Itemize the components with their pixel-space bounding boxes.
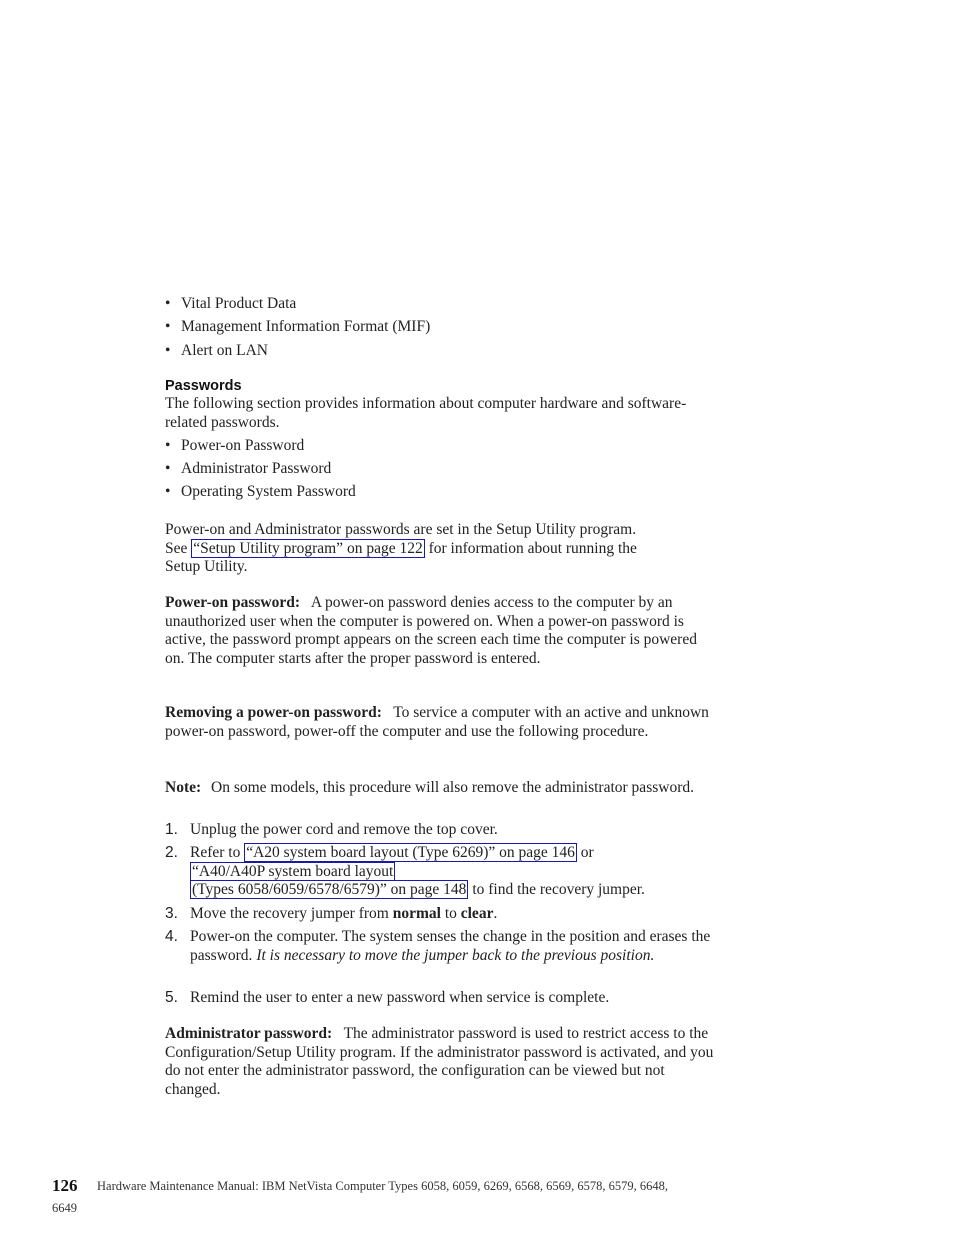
step-number: 3. [165, 905, 178, 922]
power-on-label: Power-on password: [165, 594, 301, 611]
step-1: Unplug the power cord and remove the top cover. [190, 821, 498, 838]
footer-title: Hardware Maintenance Manual: IBM NetVista Computer Types 6058, 6059, 6269, 6568, 6569, 6578, 6579, 6648, [97, 1179, 668, 1193]
step-2: Refer to “A20 system board layout (Type 6269)” on page 146 or “A40/A40P system board layout (Types 6058/6059/6578/6579)” on page 148 to find the recovery jumper. [190, 844, 645, 899]
note-label: Note: [165, 779, 202, 796]
setup-utility-link[interactable]: “Setup Utility program” on page 122 [193, 539, 423, 557]
removing-password-paragraph [165, 704, 715, 741]
administrator-password-paragraph [165, 1025, 715, 1099]
list-item: • Power-on Password [165, 437, 305, 454]
section-heading-passwords: Passwords [165, 378, 242, 394]
list-item: • Operating System Password [165, 483, 356, 500]
step-number: 1. [165, 821, 178, 838]
list-item: • Alert on LAN [165, 342, 268, 359]
list-item: • Management Information Format (MIF) [165, 318, 431, 335]
a20-board-layout-link[interactable]: “A20 system board layout (Type 6269)” on page 146 [246, 844, 575, 861]
power-on-password-paragraph [165, 594, 720, 668]
list-item: • Vital Product Data [165, 295, 297, 312]
step-number: 4. [165, 928, 178, 945]
list-item: • Administrator Password [165, 460, 332, 477]
step-4: Power-on the computer. The system senses the change in the position and erases the password. It is necessary to move the jumper back to the previous position. [190, 928, 711, 964]
step-5: Remind the user to enter a new password when service is complete. [190, 989, 610, 1006]
administrator-text: The administrator password is used to restrict access to the Configuration/Setup Utility program. If the administrator password is activated, and you do not enter the administrator password, the configuration can be viewed but not changed. [165, 1025, 714, 1098]
removing-text: To service a computer with an active and unknown power-on password, power-off the computer and use the following procedure. [165, 704, 709, 740]
removing-label: Removing a power-on password: [165, 704, 382, 721]
setup-line-2: See “Setup Utility program” on page 122 for information about running the [165, 539, 637, 557]
passwords-intro: The following section provides information about computer hardware and software-related passwords. [165, 395, 687, 431]
step-3: Move the recovery jumper from normal to clear. [190, 905, 498, 922]
power-on-text: A power-on password denies access to the computer by an unauthorized user when the computer is powered on. When a power-on password is active, the password prompt appears on the screen each time the computer is powered on. The computer starts after the proper password is entered. [165, 594, 697, 667]
step-number: 5. [165, 989, 178, 1006]
setup-line-3: Setup Utility. [165, 558, 248, 576]
setup-utility-paragraph [165, 521, 735, 577]
footer-title-continued: 6649 [52, 1201, 77, 1215]
page-number: 126 [52, 1176, 78, 1195]
note-text: On some models, this procedure will also remove the administrator password. [211, 779, 694, 796]
a40-board-layout-link[interactable]: “A40/A40P system board layout [192, 862, 394, 880]
step-number: 2. [165, 844, 178, 861]
setup-line-1: Power-on and Administrator passwords are set in the Setup Utility program. [165, 521, 637, 538]
a40-board-layout-link-cont[interactable]: (Types 6058/6059/6578/6579)” on page 148 [192, 881, 467, 899]
administrator-label: Administrator password: [165, 1025, 333, 1042]
